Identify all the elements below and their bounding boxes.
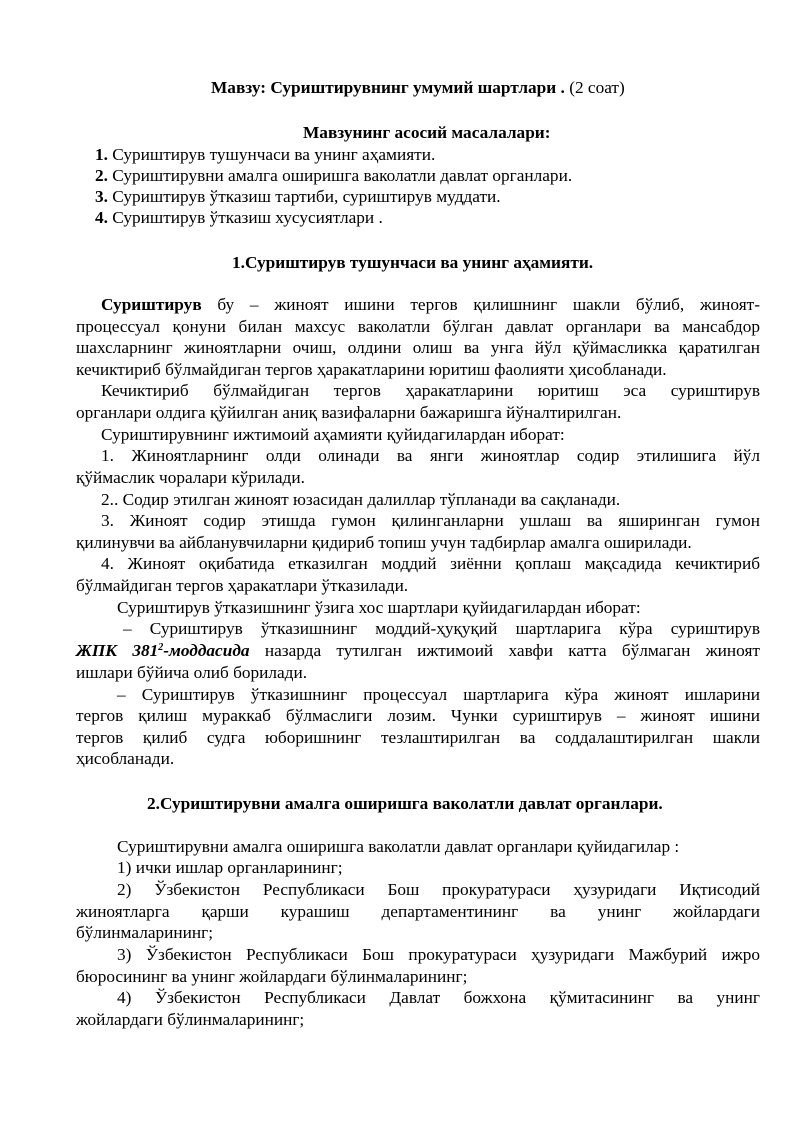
issue-number: 2. [95, 166, 108, 185]
article-reference [76, 641, 250, 660]
issue-item-3 [95, 186, 501, 208]
section1-heading: 1.Суриштирув тушунчаси ва унинг аҳамияти. [232, 253, 594, 272]
s1-item1-line2: қўймаслик чоралари кўрилади. [76, 468, 305, 487]
s2-organ-2-line2: жиноятларга қарши курашиш департаментининг ва унинг жойлардаги [76, 902, 760, 921]
s1-c2-line3: тергов қилиб судга юборишнинг тезлаштирилган ва соддалаштирилган шакли [76, 728, 760, 747]
title-main: Мавзу: Суриштирувнинг умумий шартлари . [211, 78, 565, 97]
s1-c2-line1: – Суриштирув ўтказишнинг процессуал шартларига кўра жиноят ишларини [117, 685, 760, 704]
s1-item3-line2: қилинувчи ва айбланувчиларни қидириб топиш учун тадбирлар амалга оширилади. [76, 533, 692, 552]
issue-number: 4. [95, 208, 108, 227]
s1-c1-line3: ишлари бўйича олиб борилади. [76, 663, 308, 682]
issue-number: 1. [95, 145, 108, 164]
s1-p1-line3: шахсларнинг жиноятларни очиш, олдини олиш ва унга йўл қўймасликка қаратилган [76, 338, 760, 357]
s1-c2-line2: тергов қилиш мураккаб бўлмаслиги лозим. Чунки суриштирув – жиноят ишини [76, 706, 760, 725]
s2-organ-3-line2: бюросининг ва унинг жойлардаги бўлинмаларининг; [76, 967, 468, 986]
s1-c2-line4: ҳисобланади. [76, 749, 175, 768]
s2-organ-3-line1: 3) Ўзбекистон Республикаси Бош прокуратураси ҳузуридаги Мажбурий ижро [117, 945, 760, 964]
issue-item-2 [95, 165, 572, 187]
s1-p4: Суриштирув ўтказишнинг ўзига хос шартлари қуйидагилардан иборат: [117, 598, 641, 617]
s2-organ-4-line2: жойлардаги бўлинмаларининг; [76, 1010, 305, 1029]
s1-item4-line1: 4. Жиноят оқибатида етказилган моддий зиённи қоплаш мақсадида кечиктириб [101, 554, 760, 573]
s1-c1-line1: – Суриштирув ўтказишнинг моддий-ҳуқуқий шартларига кўра суриштирув [123, 619, 760, 638]
s1-p1-line4: кечиктириб бўлмайдиган тергов ҳаракатларини юритиш фаолияти ҳисобланади. [76, 360, 667, 379]
s1-item3-line1: 3. Жиноят содир этишда гумон қилинганларни ушлаш ва яширинган гумон [101, 511, 760, 530]
term-surishtiruv: Суриштирув [101, 295, 202, 314]
section2-heading: 2.Суриштирувни амалга оширишга ваколатли давлат органлари. [147, 794, 663, 813]
s2-organ-2-line1: 2) Ўзбекистон Республикаси Бош прокуратураси ҳузуридаги Иқтисодий [117, 880, 760, 899]
s1-item1-line1: 1. Жиноятларнинг олди олинади ва янги жиноятлар содир этилишига йўл [101, 446, 760, 465]
s1-p1-line1-text: бу – жиноят ишини тергов қилишнинг шакли бўлиб, жиноят- [217, 295, 760, 314]
issue-text: Суриштирувни амалга оширишга ваколатли давлат органлари. [112, 166, 573, 185]
issue-item-4 [95, 207, 383, 229]
s1-item4-line2: бўлмайдиган тергов ҳаракатлари ўтказилади. [76, 576, 409, 595]
article-ref-suffix: -моддасида [163, 641, 250, 660]
s2-intro: Суриштирувни амалга оширишга ваколатли давлат органлари қуйидагилар : [117, 837, 680, 856]
issue-text: Суриштирув ўтказиш тартиби, суриштирув муддати. [112, 187, 501, 206]
s2-organ-2-line3: бўлинмаларининг; [76, 923, 214, 942]
issue-number: 3. [95, 187, 108, 206]
s2-organ-1: 1) ички ишлар органларининг; [117, 858, 343, 877]
s1-p2-line2: органлари олдига қўйилган аниқ вазифаларни бажаришга йўналтирилган. [76, 403, 622, 422]
issue-text: Суриштирув ўтказиш хусусиятлари . [112, 208, 383, 227]
article-ref-number: ЖПК 381 [76, 641, 159, 660]
s1-p3: Суриштирувнинг ижтимоий аҳамияти қуйидагилардан иборат: [101, 425, 565, 444]
page-title [211, 77, 625, 99]
issue-item-1 [95, 144, 435, 166]
issue-text: Суриштирув тушунчаси ва унинг аҳамияти. [112, 145, 436, 164]
article-ref-superscript: 2 [158, 642, 164, 653]
s1-item2: 2.. Содир этилган жиноят юзасидан далиллар тўпланади ва сақланади. [101, 490, 621, 509]
s1-c1-line2-text: назарда тутилган ижтимоий хавфи катта бўлмаган жиноят [264, 641, 760, 660]
s2-organ-4-line1: 4) Ўзбекистон Республикаси Давлат божхона қўмитасининг ва унинг [117, 988, 760, 1007]
s1-p2-line1: Кечиктириб бўлмайдиган тергов ҳаракатларини юритиш эса суриштирув [101, 381, 760, 400]
s1-p1-line1 [101, 294, 760, 316]
s1-p1-line2: процессуал қонуни билан махсус ваколатли бўлган давлат органлари ва мансабдор [76, 317, 760, 336]
issues-heading: Мавзунинг асосий масалалари: [303, 123, 551, 142]
title-hours: (2 соат) [569, 78, 625, 97]
s1-c1-line2 [76, 640, 760, 662]
